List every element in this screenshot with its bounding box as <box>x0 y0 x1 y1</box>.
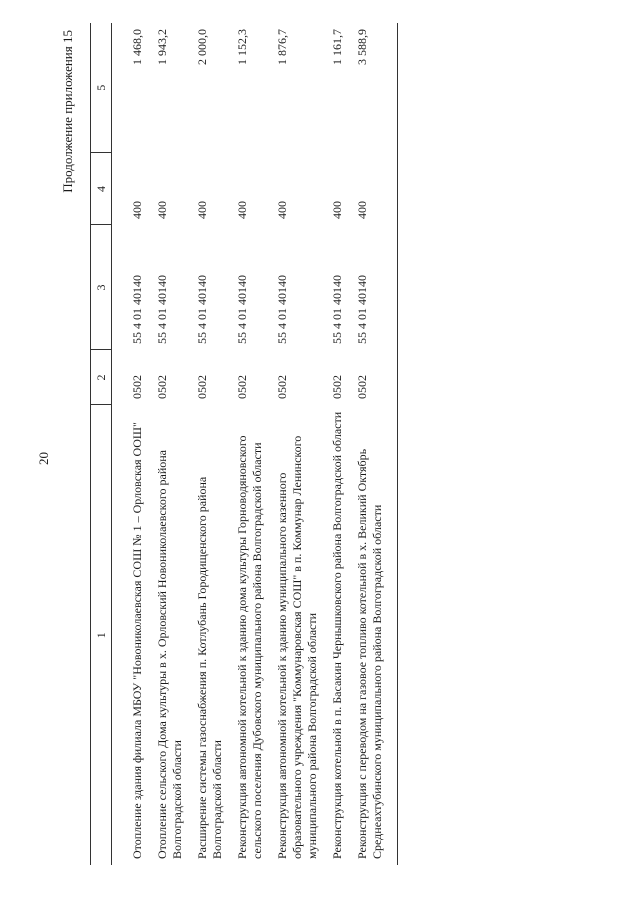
header-row <box>91 23 112 865</box>
row-amount: 1 161,7 <box>330 29 344 65</box>
row-expense-type: 400 <box>330 201 344 219</box>
row-name: Реконструкция автономной котельной к зданию дома культуры Горноводяновского сельского поселения Дубовского муниципального района Волгоградской области <box>235 435 264 859</box>
row-name: Расширение системы газоснабжения п. Котлубань Городищенского района Волгоградской области <box>195 476 224 859</box>
row-section: 0502 <box>355 375 369 399</box>
row-section: 0502 <box>130 375 144 399</box>
row-section: 0502 <box>155 375 169 399</box>
row-section: 0502 <box>195 375 209 399</box>
row-expense-type: 400 <box>355 201 369 219</box>
table-row <box>145 23 185 865</box>
row-amount: 1 152,3 <box>235 29 249 65</box>
budget-table <box>90 23 398 865</box>
continuation-title: Продолжение приложения 15 <box>60 30 75 193</box>
column-header-section: 2 <box>91 350 112 405</box>
row-name: Отопление здания филиала МБОУ "Новониколаевская СОШ № 1 – Орловская ООШ" <box>130 422 144 859</box>
row-target: 55 4 01 40140 <box>235 275 249 344</box>
row-target: 55 4 01 40140 <box>195 275 209 344</box>
table-row <box>185 23 225 865</box>
table-row <box>320 23 345 865</box>
row-target: 55 4 01 40140 <box>130 275 144 344</box>
row-name: Реконструкция с переводом на газовое топливо котельной в х. Великий Октябрь Среднеахтубинского муниципального района Волгоградской области <box>355 448 384 859</box>
row-amount: 3 588,9 <box>355 29 369 65</box>
row-expense-type: 400 <box>155 201 169 219</box>
row-name: Реконструкция котельной в п. Басакин Чернышковского района Волгоградской области <box>330 411 344 859</box>
row-amount: 1 468,0 <box>130 29 144 65</box>
column-header-expense-type: 4 <box>91 153 112 225</box>
row-target: 55 4 01 40140 <box>330 275 344 344</box>
row-target: 55 4 01 40140 <box>155 275 169 344</box>
page-number: 20 <box>36 452 51 465</box>
table-row <box>345 23 398 865</box>
row-amount: 1 943,2 <box>155 29 169 65</box>
row-name: Отопление сельского Дома культуры в х. Орловский Новониколаевского района Волгоградской области <box>155 450 184 859</box>
row-section: 0502 <box>275 375 289 399</box>
column-header-amount: 5 <box>91 23 112 153</box>
row-section: 0502 <box>235 375 249 399</box>
table-row <box>265 23 320 865</box>
column-header-name: 1 <box>91 405 112 865</box>
table-row <box>112 23 146 865</box>
row-section: 0502 <box>330 375 344 399</box>
row-expense-type: 400 <box>235 201 249 219</box>
row-expense-type: 400 <box>195 201 209 219</box>
column-header-target: 3 <box>91 225 112 350</box>
row-name: Реконструкция автономной котельной к зданию муниципального казенного образовательного учреждения "Коммунаровская СОШ" в п. Коммунар Ленинского муниципального района Волгоградской области <box>275 435 319 859</box>
row-target: 55 4 01 40140 <box>355 275 369 344</box>
row-expense-type: 400 <box>275 201 289 219</box>
table-row <box>225 23 265 865</box>
row-target: 55 4 01 40140 <box>275 275 289 344</box>
row-expense-type: 400 <box>130 201 144 219</box>
row-amount: 1 876,7 <box>275 29 289 65</box>
row-amount: 2 000,0 <box>195 29 209 65</box>
